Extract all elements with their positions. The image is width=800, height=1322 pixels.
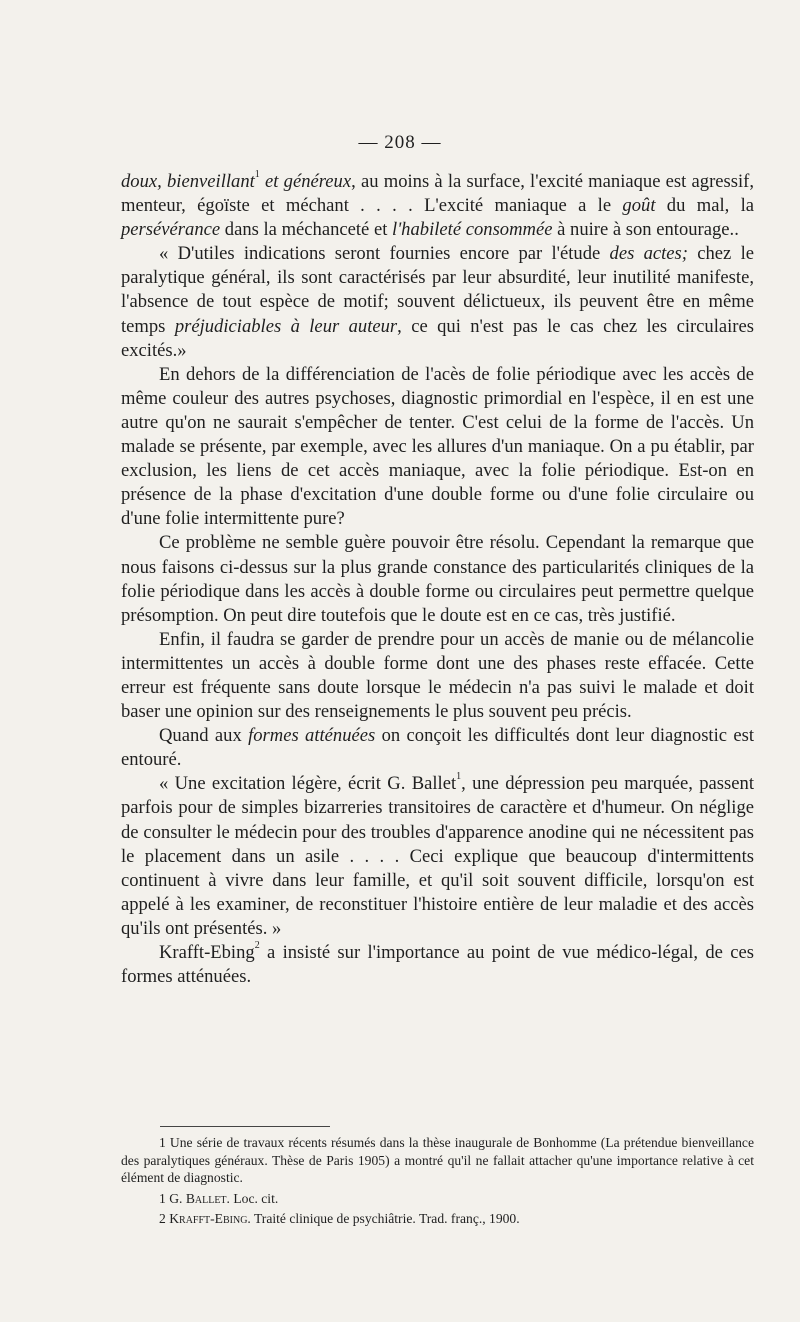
text-run: du mal, la: [655, 195, 754, 217]
footnote-ref: 1: [254, 169, 260, 180]
text-run: à nuire à son entourage..: [552, 219, 739, 241]
footnote-author: Krafft-Ebing: [169, 1211, 248, 1226]
paragraph-5: Enfin, il faudra se garder de prendre pour un accès de manie ou de mélancolie intermittentes un accès à double forme dont une des phases reste effacée. Cette erreur est fréquente sans doute lorsque le médecin n'a pas suivi le malade et doit baser une opinion sur des renseignements le plus souvent peu précis.: [121, 628, 754, 723]
footnote-author: G. Ballet: [169, 1190, 227, 1206]
footnote-ref: 2: [254, 940, 260, 951]
paragraph-4: Ce problème ne semble guère pouvoir être résolu. Cependant la remarque que nous faisons ci-dessus sur la plus grande constance des particularités cliniques de la folie périodique dans les accès à double forme ou circulaires peut permettre quelque présomption. On peut dire toutefois que le doute est en ce cas, très justifié.: [121, 532, 754, 626]
paragraph-1: [121, 170, 754, 242]
paragraph-2: [121, 242, 754, 362]
text-run: « Une excitation légère, écrit G. Ballet: [159, 773, 457, 795]
body-text: [121, 170, 754, 989]
text-run: « D'utiles indications seront fournies encore par l'étude: [159, 243, 610, 265]
paragraph-3: En dehors de la différenciation de l'acès de folie périodique avec les accès de même couleur des autres psychoses, diagnostic primordial en l'espèce, il en est une autre qu'on ne saurait s'empêcher de tenter. C'est celui de la forme de l'accès. Un malade se présente, par exemple, avec les allures d'un maniaque. On a pu établir, par exclusion, les liens de cet accès maniaque, avec la folie périodique. Est-on en présence de la phase d'excitation d'une double forme ou d'une folie circulaire ou d'une folie intermittente pure?: [121, 363, 754, 530]
paragraph-6: [121, 724, 754, 772]
text-run: , ce qui n'est pas le cas chez les circulaires excités.»: [121, 315, 754, 361]
italic-phrase: formes atténuées: [248, 725, 376, 747]
italic-phrase: persévérance: [121, 219, 221, 241]
footnote-number: 2: [159, 1211, 166, 1226]
paragraph-8: [121, 941, 754, 989]
italic-phrase: goût: [622, 195, 656, 217]
footnote-text: . Loc. cit.: [226, 1190, 279, 1206]
text-run: , au moins à la surface, l'excité maniaque est agressif, menteur, égoïste et méchant . . . . L'excité maniaque a le: [121, 171, 755, 217]
text-run: chez le paralytique général, ils sont caractérisés par leur absurdité, leur inutilité manifeste, l'absence de tout espèce de motif; souvent délictueux, ils peuvent être en même temps: [121, 243, 754, 337]
italic-phrase: l'habileté consommée: [392, 219, 553, 241]
page-number: — 208 —: [358, 132, 442, 153]
footnote-ref: 1: [456, 771, 462, 783]
italic-phrase: et généreux: [259, 171, 352, 192]
italic-phrase: des actes;: [609, 243, 688, 265]
footnotes: [121, 1134, 754, 1231]
text-run: Quand aux: [159, 725, 249, 747]
footnote-divider: [160, 1126, 330, 1127]
italic-phrase: doux, bienveillant: [121, 171, 255, 192]
paragraph-7: [121, 772, 754, 941]
footnote-text: . Traité clinique de psychiâtrie. Trad. franç., 1900.: [247, 1211, 520, 1226]
footnote-1: 1 Une série de travaux récents résumés dans la thèse inaugurale de Bonhomme (La prétendue bienveillance des paralytiques généraux. Thèse de Paris 1905) a montré qu'il ne fallait attacher qu'une importance relative à cet élément de diagnostic.: [121, 1135, 754, 1185]
text-run: Krafft-Ebing: [159, 942, 255, 963]
footnote-2: [121, 1190, 754, 1208]
text-run: dans la méchanceté et: [220, 219, 393, 241]
footnote-number: 1: [159, 1190, 166, 1206]
text-run: a insisté sur l'importance au point de vue médico-légal, de ces formes atténuées.: [121, 942, 754, 988]
footnote-3: [121, 1210, 754, 1228]
text-run: , une dépression peu marquée, passent parfois pour de simples bizarreries transitoires de caractère et d'humeur. On néglige de consulter le médecin pour des troubles d'apparence anodine qui ne nécessitent pas le placement dans un asile . . . . Ceci explique que beaucoup d'intermittents continuent à vivre dans leur famille, et qu'il soit souvent difficile, lorsqu'on est appelé à les examiner, de reconstituer l'histoire entière de leur maladie et des accès qu'ils ont présentés. »: [121, 773, 754, 939]
text-run: on conçoit les difficultés dont leur diagnostic est entouré.: [121, 725, 754, 771]
italic-phrase: préjudiciables à leur auteur: [174, 315, 398, 337]
